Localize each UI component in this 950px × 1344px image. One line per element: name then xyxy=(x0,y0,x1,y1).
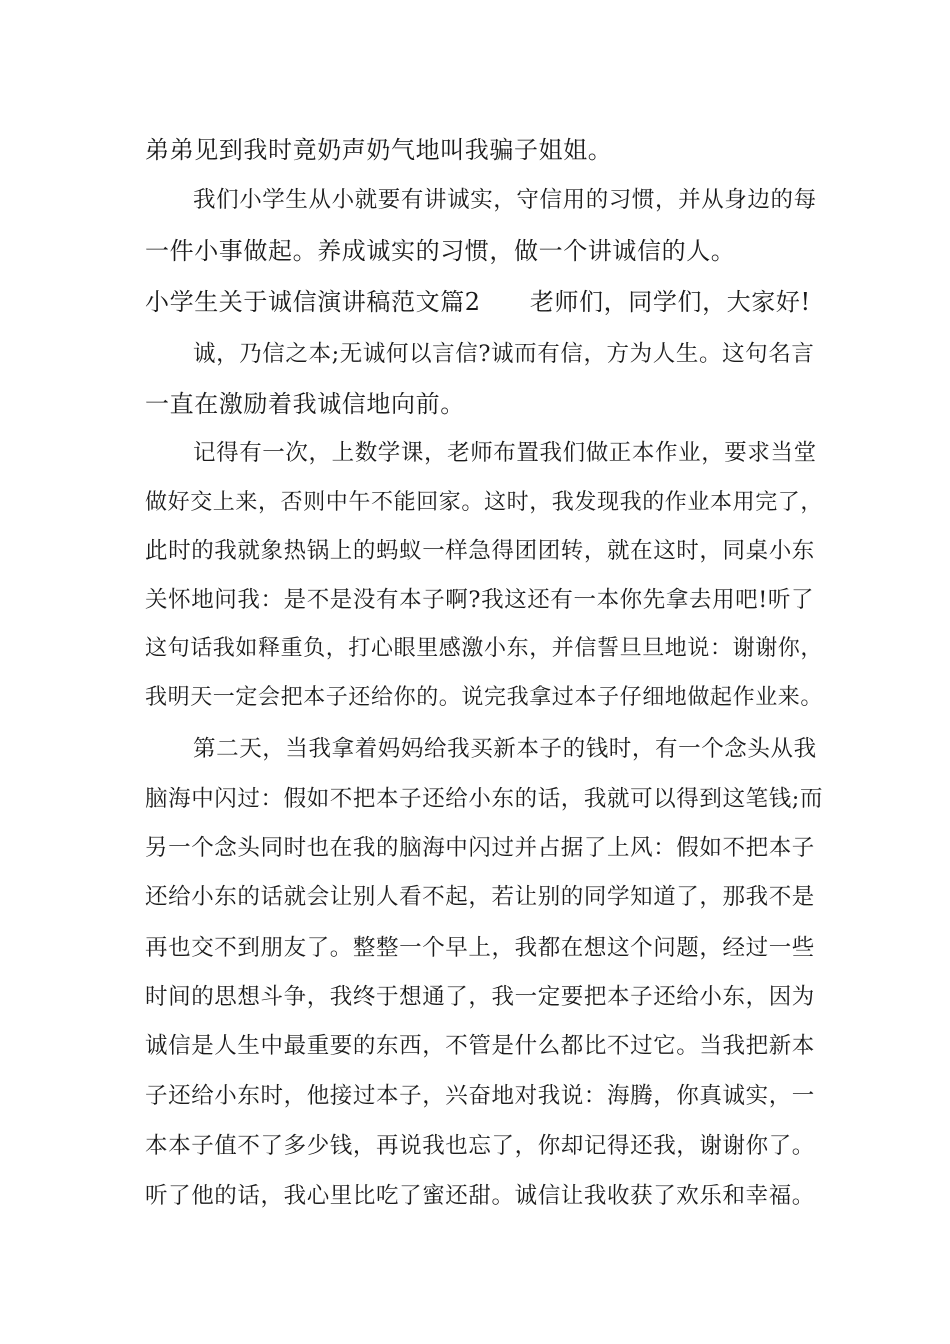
text-line: 脑海中闪过：假如不把本子还给小东的话，我就可以得到这笔钱;而 xyxy=(145,786,824,812)
text-line: 一直在激励着我诚信地向前。 xyxy=(145,390,465,418)
text-line: 诚，乃信之本;无诚何以言信?诚而有信，方为人生。这句名言 xyxy=(193,341,815,367)
text-line: 诚信是人生中最重要的东西，不管是什么都比不过它。当我把新本 xyxy=(145,1033,815,1059)
text-line: 第二天，当我拿着妈妈给我买新本子的钱时，有一个念头从我 xyxy=(193,736,817,762)
text-line: 本本子值不了多少钱，再说我也忘了，你却记得还我，谢谢你了。 xyxy=(145,1133,815,1159)
text-line: 听了他的话，我心里比吃了蜜还甜。诚信让我收获了欢乐和幸福。 xyxy=(145,1183,815,1209)
text-line: 子还给小东时，他接过本子，兴奋地对我说：海腾，你真诚实，一 xyxy=(145,1083,815,1109)
text-line: 弟弟见到我时竟奶声奶气地叫我骗子姐姐。 xyxy=(145,136,613,164)
text-line: 一件小事做起。养成诚实的习惯，做一个讲诚信的人。 xyxy=(145,237,736,265)
text-line: 我明天一定会把本子还给你的。说完我拿过本子仔细地做起作业来。 xyxy=(145,685,824,710)
text-line: 时间的思想斗争，我终于想通了，我一定要把本子还给小东，因为 xyxy=(145,984,815,1010)
text-line: 做好交上来，否则中午不能回家。这时，我发现我的作业本用完了， xyxy=(145,490,824,515)
text-line: 关怀地问我：是不是没有本子啊?我这还有一本你先拿去用吧!听了 xyxy=(145,587,815,613)
text-line: 我们小学生从小就要有讲诚实，守信用的习惯，并从身边的每 xyxy=(193,187,817,213)
text-line: 另一个念头同时也在我的脑海中闪过并占据了上风：假如不把本子 xyxy=(145,835,815,861)
section-heading-line: 小学生关于诚信演讲稿范文篇2 老师们，同学们，大家好! xyxy=(145,288,811,316)
text-line: 这句话我如释重负，打心眼里感激小东，并信誓旦旦地说：谢谢你， xyxy=(145,636,824,661)
text-line: 还给小东的话就会让别人看不起，若让别的同学知道了，那我不是 xyxy=(145,884,815,910)
text-line: 再也交不到朋友了。整整一个早上，我都在想这个问题，经过一些 xyxy=(145,935,815,961)
text-line: 此时的我就象热锅上的蚂蚁一样急得团团转，就在这时，同桌小东 xyxy=(145,538,815,564)
text-line: 记得有一次，上数学课，老师布置我们做正本作业，要求当堂 xyxy=(193,440,817,466)
